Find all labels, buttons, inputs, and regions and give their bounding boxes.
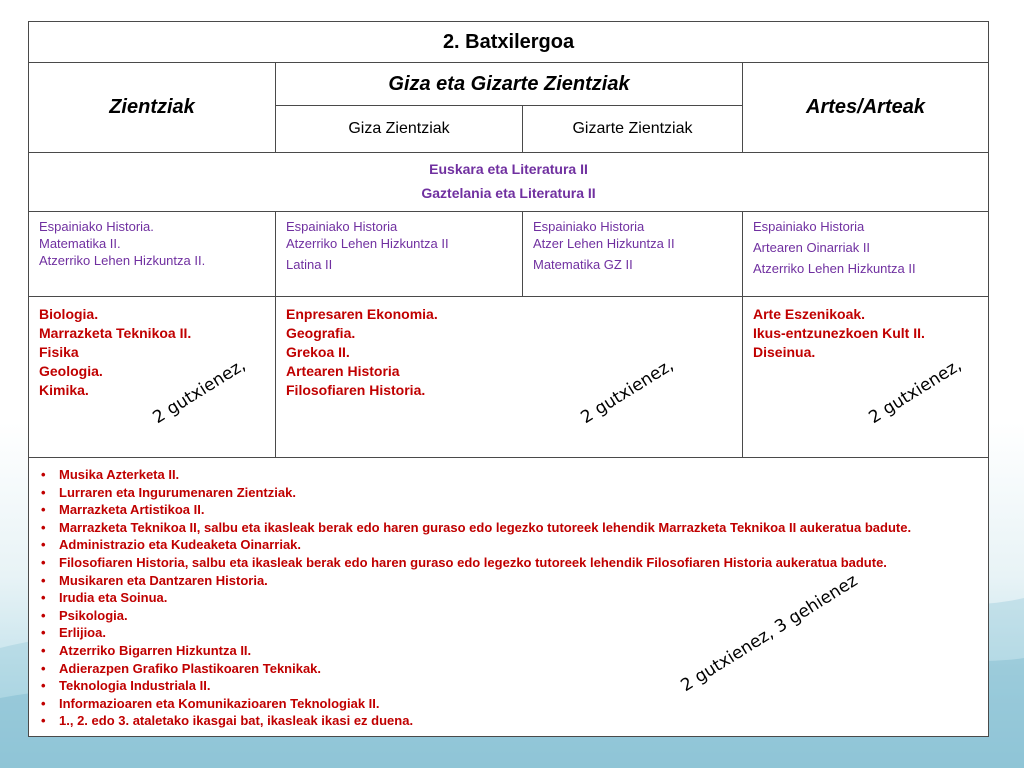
list-item: • Marrazketa Teknikoa II, salbu eta ikasleak berak edo haren guraso edo legezko tutoreek lehendik Marrazketa Teknikoa II aukeratua badute. bbox=[39, 519, 978, 537]
curriculum-table bbox=[28, 21, 989, 737]
list-item: • Musikaren eta Dantzaren Historia. bbox=[39, 572, 978, 590]
table-title: 2. Batxilergoa bbox=[29, 22, 989, 63]
list-item: • Lurraren eta Ingurumenaren Zientziak. bbox=[39, 484, 978, 502]
modality-giza-gizarte bbox=[276, 297, 743, 458]
list-item: • Filosofiaren Historia, salbu eta ikasleak berak edo haren guraso edo legezko tutoreek lehendik Filosofiaren Historia aukeratua badute. bbox=[39, 554, 978, 572]
modality-subject: Diseinua. bbox=[753, 344, 816, 360]
list-item: • Erlijioa. bbox=[39, 624, 978, 642]
modality-subject: Artearen Historia bbox=[286, 363, 400, 379]
header-giza-gizarte: Giza eta Gizarte Zientziak bbox=[276, 63, 743, 106]
list-item: • Adierazpen Grafiko Plastikoaren Teknikak. bbox=[39, 660, 978, 678]
handwritten-note: 2 gutxienez, 3 gehienez bbox=[677, 570, 862, 696]
list-item: • Administrazio eta Kudeaketa Oinarriak. bbox=[39, 536, 978, 554]
core-subject: Matematika II. bbox=[39, 236, 121, 251]
list-item: • Teknologia Industriala II. bbox=[39, 677, 978, 695]
subheader-giza: Giza Zientziak bbox=[276, 106, 523, 153]
core-subject: Atzerriko Lehen Hizkuntza II bbox=[753, 261, 916, 276]
handwritten-note: 2 gutxienez, bbox=[149, 355, 250, 428]
core-artes bbox=[743, 212, 989, 297]
handwritten-note: 2 gutxienez, bbox=[865, 355, 966, 428]
list-item: • Informazioaren eta Komunikazioaren Teknologiak II. bbox=[39, 695, 978, 713]
core-subject: Latina II bbox=[286, 257, 333, 272]
core-gizarte bbox=[523, 212, 743, 297]
modality-subject: Ikus-entzunezkoen Kult II. bbox=[753, 325, 925, 341]
modality-subject: Geologia. bbox=[39, 363, 103, 379]
list-item: • Musika Azterketa II. bbox=[39, 466, 978, 484]
modality-subject: Grekoa II. bbox=[286, 344, 350, 360]
list-item: • Atzerriko Bigarren Hizkuntza II. bbox=[39, 642, 978, 660]
subheader-gizarte: Gizarte Zientziak bbox=[523, 106, 743, 153]
core-subject: Atzerriko Lehen Hizkuntza II. bbox=[39, 253, 206, 268]
core-subject: Matematika GZ II bbox=[533, 257, 633, 272]
core-giza bbox=[276, 212, 523, 297]
modality-subject: Filosofiaren Historia. bbox=[286, 382, 426, 398]
modality-subject: Geografia. bbox=[286, 325, 356, 341]
modality-subject: Arte Eszenikoak. bbox=[753, 306, 866, 322]
core-subject: Atzerriko Lehen Hizkuntza II bbox=[286, 236, 449, 251]
modality-subject: Fisika bbox=[39, 344, 79, 360]
modality-subject: Biologia. bbox=[39, 306, 99, 322]
core-subject: Espainiako Historia bbox=[533, 219, 645, 234]
common-subject: Euskara eta Literatura II bbox=[429, 161, 588, 177]
modality-subject: Kimika. bbox=[39, 382, 89, 398]
core-zientziak bbox=[29, 212, 276, 297]
list-item: • 1., 2. edo 3. ataletako ikasgai bat, ikasleak ikasi ez duena. bbox=[39, 712, 978, 730]
list-item: • Irudia eta Soinua. bbox=[39, 589, 978, 607]
header-artes: Artes/Arteak bbox=[743, 63, 989, 153]
modality-subject: Enpresaren Ekonomia. bbox=[286, 306, 438, 322]
core-subject: Espainiako Historia. bbox=[39, 219, 154, 234]
list-item: • Marrazketa Artistikoa II. bbox=[39, 501, 978, 519]
handwritten-note: 2 gutxienez, bbox=[577, 355, 678, 428]
header-zientziak: Zientziak bbox=[29, 63, 276, 153]
core-subject: Atzer Lehen Hizkuntza II bbox=[533, 236, 675, 251]
modality-subject: Marrazketa Teknikoa II. bbox=[39, 325, 192, 341]
core-subject: Artearen Oinarriak II bbox=[753, 240, 871, 255]
common-subjects bbox=[29, 153, 989, 212]
list-item: • Psikologia. bbox=[39, 607, 978, 625]
core-subject: Espainiako Historia bbox=[753, 219, 865, 234]
core-subject: Espainiako Historia bbox=[286, 219, 398, 234]
common-subject: Gaztelania eta Literatura II bbox=[421, 185, 596, 201]
